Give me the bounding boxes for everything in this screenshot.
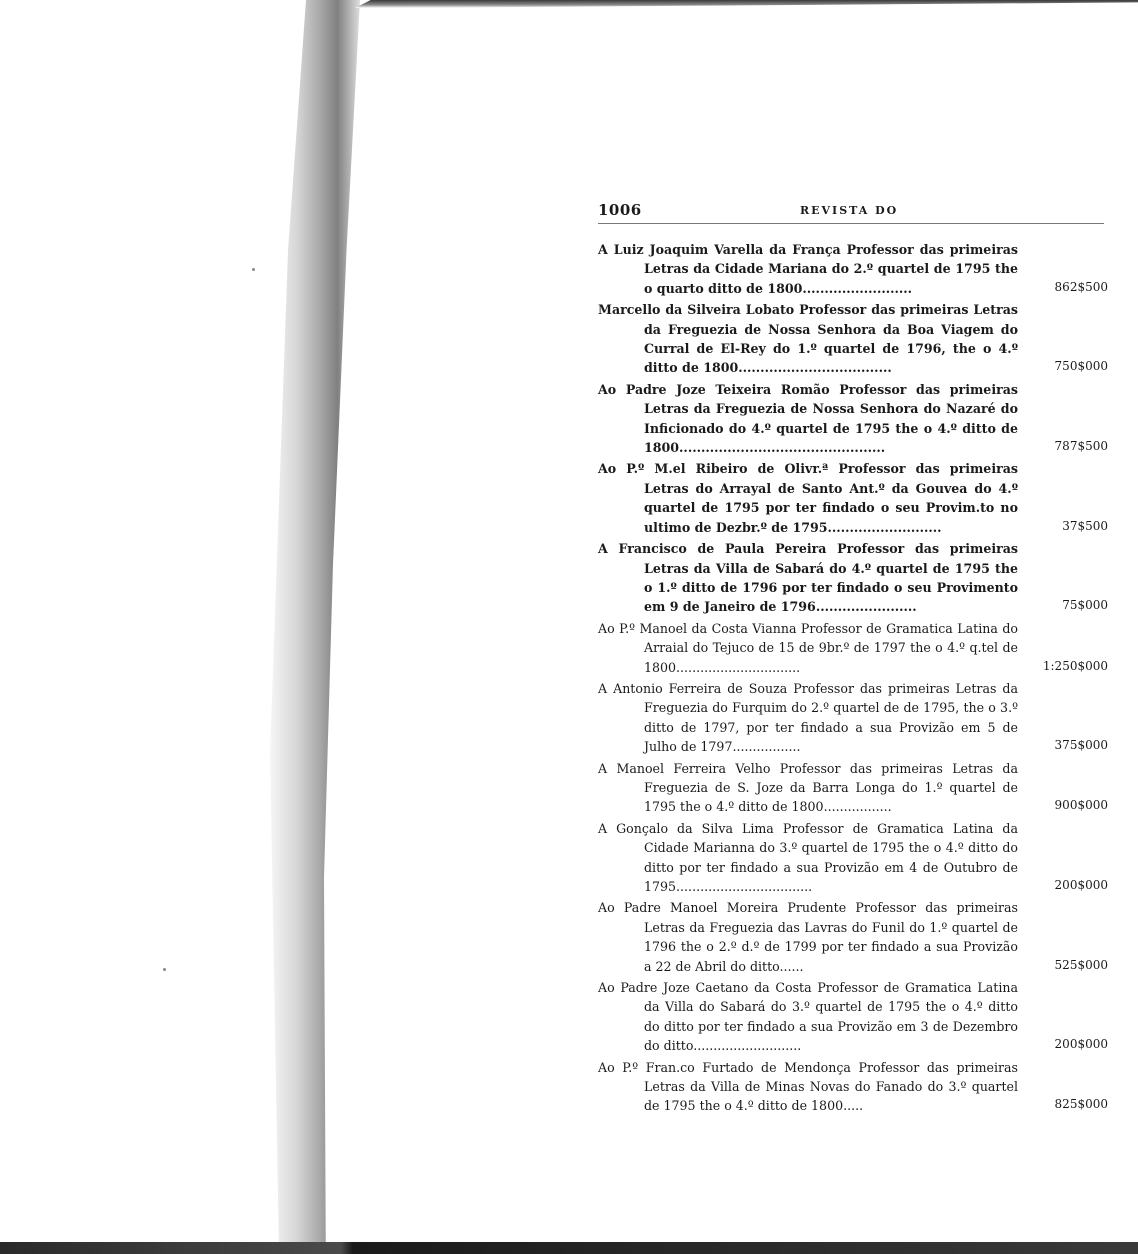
entry-text: Ao P.º Manoel da Costa Vianna Professor de Gramatica Latina do Arraial do Tejuco de 15 de 9br.º de 1797 the o 4.º q.tel de 1800............................... [598, 620, 1018, 675]
entry-amount: 750$000 [1054, 359, 1108, 374]
entry-amount: 787$500 [1054, 439, 1108, 454]
entry-amount: 200$000 [1054, 1037, 1108, 1052]
speck [252, 268, 255, 271]
ledger-entry [598, 619, 1108, 677]
entry-amount: 37$500 [1062, 518, 1108, 533]
running-head: REVISTA DO [800, 204, 899, 217]
ledger-entry [598, 898, 1108, 976]
ledger-entry [598, 300, 1108, 378]
bottom-band [0, 1242, 1138, 1254]
entry-text: A Gonçalo da Silva Lima Professor de Gramatica Latina da Cidade Marianna do 3.º quartel de 1795 the o 4.º ditto do ditto por ter findado a sua Provizão em 4 de Outubro de 1795.................................. [598, 820, 1018, 894]
ledger-entry [598, 459, 1108, 537]
entry-amount: 525$000 [1054, 957, 1108, 972]
entry-text: Ao Padre Joze Caetano da Costa Professor de Gramatica Latina da Villa do Sabará do 3.º quartel de 1795 the o 4.º ditto do ditto por ter findado a sua Provizão em 3 de Dezembro do ditto........................... [598, 980, 1018, 1054]
entry-amount: 1:250$000 [1042, 658, 1108, 673]
entry-amount: 862$500 [1054, 279, 1108, 294]
entry-text: Ao Padre Manoel Moreira Prudente Professor das primeiras Letras da Freguezia das Lavras do Funil do 1.º quartel de 1796 the o 2.º d.º de 1799 por ter findado a sua Provizão a 22 de Abril do ditto...... [598, 900, 1018, 974]
entry-text: A Manoel Ferreira Velho Professor das primeiras Letras da Freguezia de S. Joze da Barra Longa do 1.º quartel de 1795 the o 4.º ditto de 1800................. [598, 760, 1018, 815]
entry-amount: 825$000 [1054, 1097, 1108, 1112]
entry-amount: 75$000 [1062, 598, 1108, 613]
entry-text: A Francisco de Paula Pereira Professor das primeiras Letras da Villa de Sabará do 4.º quartel de 1795 the o 1.º ditto de 1796 por ter findado o seu Provimento em 9 de Janeiro de 1796....................... [598, 541, 1018, 615]
entry-amount: 200$000 [1054, 878, 1108, 892]
entry-amount: 900$000 [1054, 798, 1108, 813]
page-number: 1006 [598, 201, 642, 219]
entry-text: Ao P.º Fran.co Furtado de Mendonça Professor das primeiras Letras da Villa de Minas Novas do Fanado do 3.º quartel de 1795 the o 4.º ditto de 1800..... [598, 1059, 1018, 1114]
speck [163, 968, 166, 971]
entry-text: Marcello da Silveira Lobato Professor das primeiras Letras da Freguezia de Nossa Senhora da Boa Viagem do Curral de El-Rey do 1.º quartel de 1796, the o 4.º ditto de 1800................................... [598, 302, 1018, 376]
entry-amount: 375$000 [1054, 738, 1108, 753]
ledger-entry [598, 819, 1108, 897]
ledger-entry [598, 978, 1108, 1056]
ledger-entry [598, 679, 1108, 757]
binding-shadow [270, 0, 360, 1254]
ledger-entry [598, 380, 1108, 458]
entry-text: A Luiz Joaquim Varella da França Professor das primeiras Letras da Cidade Mariana do 2.º quartel de 1795 the o quarto ditto de 1800......................... [598, 242, 1018, 296]
entry-text: A Antonio Ferreira de Souza Professor das primeiras Letras da Freguezia do Furquim do 2.º quartel de de 1795, the o 3.º ditto de 1797, por ter findado a sua Provizão em 5 de Julho de 1797................. [598, 680, 1018, 755]
ledger-entry [598, 759, 1108, 817]
ledger-entry [598, 240, 1108, 298]
entry-text: Ao Padre Joze Teixeira Romão Professor das primeiras Letras da Freguezia de Nossa Senhora do Nazaré do Inficionado do 4.º quartel de 1795 the o 4.º ditto de 1800............................................... [598, 381, 1018, 456]
page-edge [355, 0, 1138, 8]
ledger-entry [598, 539, 1108, 617]
entry-text: Ao P.º M.el Ribeiro de Olivr.ª Professor das primeiras Letras do Arrayal de Santo Ant.º da Gouvea do 4.º quartel de 1795 por ter findado o seu Provim.to no ultimo de Dezbr.º de 1795.......................... [598, 461, 1018, 535]
ledger-entry [598, 1058, 1108, 1116]
ledger-entries [598, 240, 1108, 1118]
header-rule [598, 223, 1104, 224]
